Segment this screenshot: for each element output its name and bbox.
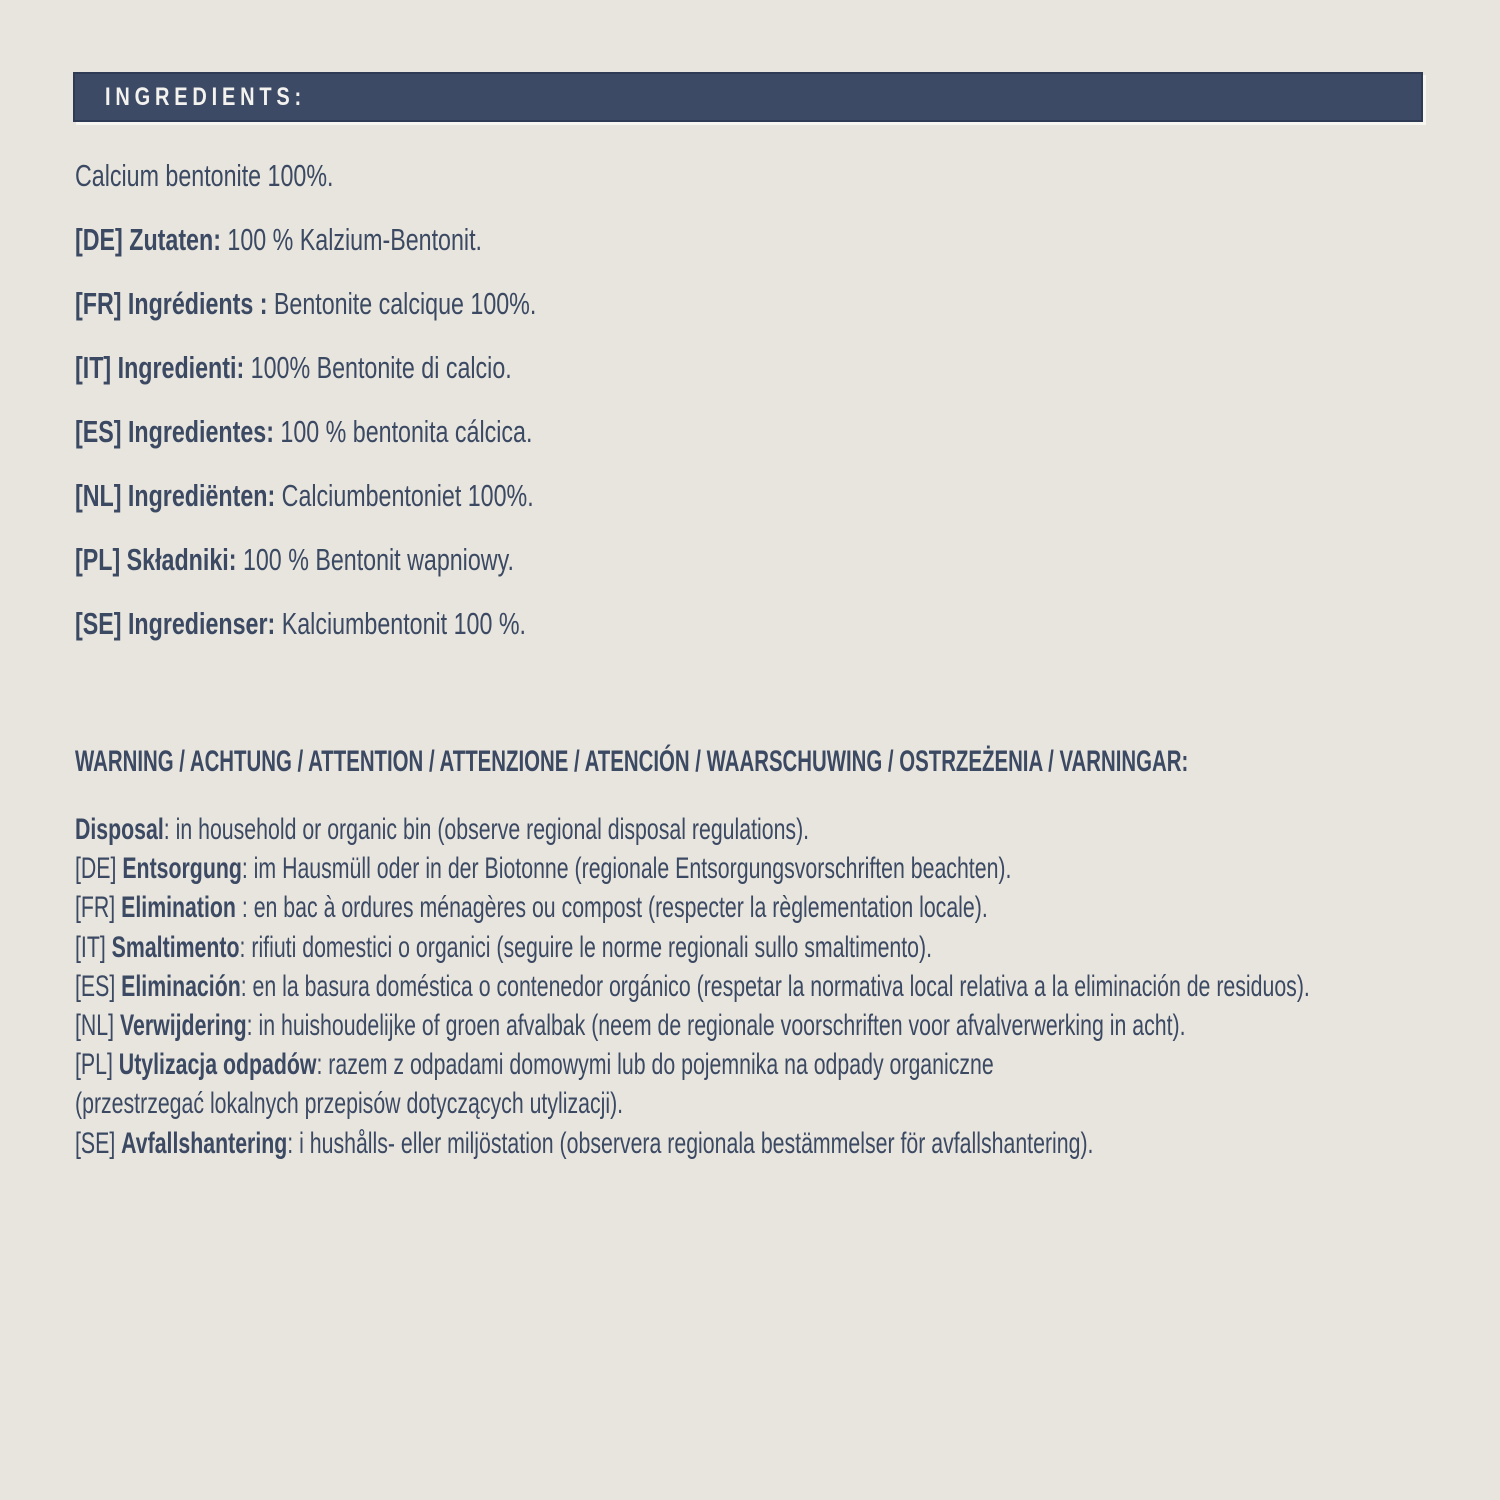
ingredient-line-de: [DE] Zutaten: 100 % Kalzium-Bentonit. — [75, 222, 483, 257]
warning-heading: WARNING / ACHTUNG / ATTENTION / ATTENZIONE / ATENCIÓN / WAARSCHUWING / OSTRZEŻENIA / VARNINGAR: — [75, 745, 1189, 778]
disposal-line-de: [DE] Entsorgung: im Hausmüll oder in der Biotonne (regionale Entsorgungsvorschriften beachten). — [75, 852, 1012, 886]
ingredients-header-bar — [73, 72, 1423, 122]
ingredient-line-nl: [NL] Ingrediënten: Calciumbentoniet 100%. — [75, 478, 534, 513]
ingredient-line-es: [ES] Ingredientes: 100 % bentonita cálcica. — [75, 414, 533, 449]
ingredients-list — [75, 158, 690, 670]
disposal-list — [75, 810, 1500, 1163]
ingredients-header-title: INGREDIENTS: — [105, 82, 306, 111]
disposal-line-nl: [NL] Verwijdering: in huishoudelijke of groen afvalbak (neem de regionale voorschriften voor afvalverwerking in acht). — [75, 1009, 1186, 1043]
ingredient-line-it: [IT] Ingredienti: 100% Bentonite di calcio. — [75, 350, 512, 385]
ingredient-line-en: Calcium bentonite 100%. — [75, 158, 334, 193]
disposal-line-pl: [PL] Utylizacja odpadów: razem z odpadami domowymi lub do pojemnika na odpady organiczne — [75, 1048, 994, 1082]
ingredient-line-fr: [FR] Ingrédients : Bentonite calcique 100%. — [75, 286, 537, 321]
disposal-line-pl-cont: (przestrzegać lokalnych przepisów dotyczących utylizacji). — [75, 1087, 624, 1121]
ingredient-line-se: [SE] Ingredienser: Kalciumbentonit 100 %. — [75, 606, 526, 641]
disposal-line-fr: [FR] Elimination : en bac à ordures ménagères ou compost (respecter la règlementation locale). — [75, 891, 988, 925]
disposal-line-se: [SE] Avfallshantering: i hushålls- eller miljöstation (observera regionala bestämmelser för avfallshantering). — [75, 1126, 1094, 1160]
disposal-line-it: [IT] Smaltimento: rifiuti domestici o organici (seguire le norme regionali sullo smaltimento). — [75, 930, 933, 964]
disposal-line-en: Disposal: in household or organic bin (observe regional disposal regulations). — [75, 813, 810, 846]
disposal-line-es: [ES] Eliminación: en la basura doméstica o contenedor orgánico (respetar la normativa local relativa a la eliminación de residuos). — [75, 969, 1310, 1003]
ingredient-line-pl: [PL] Składniki: 100 % Bentonit wapniowy. — [75, 542, 514, 577]
